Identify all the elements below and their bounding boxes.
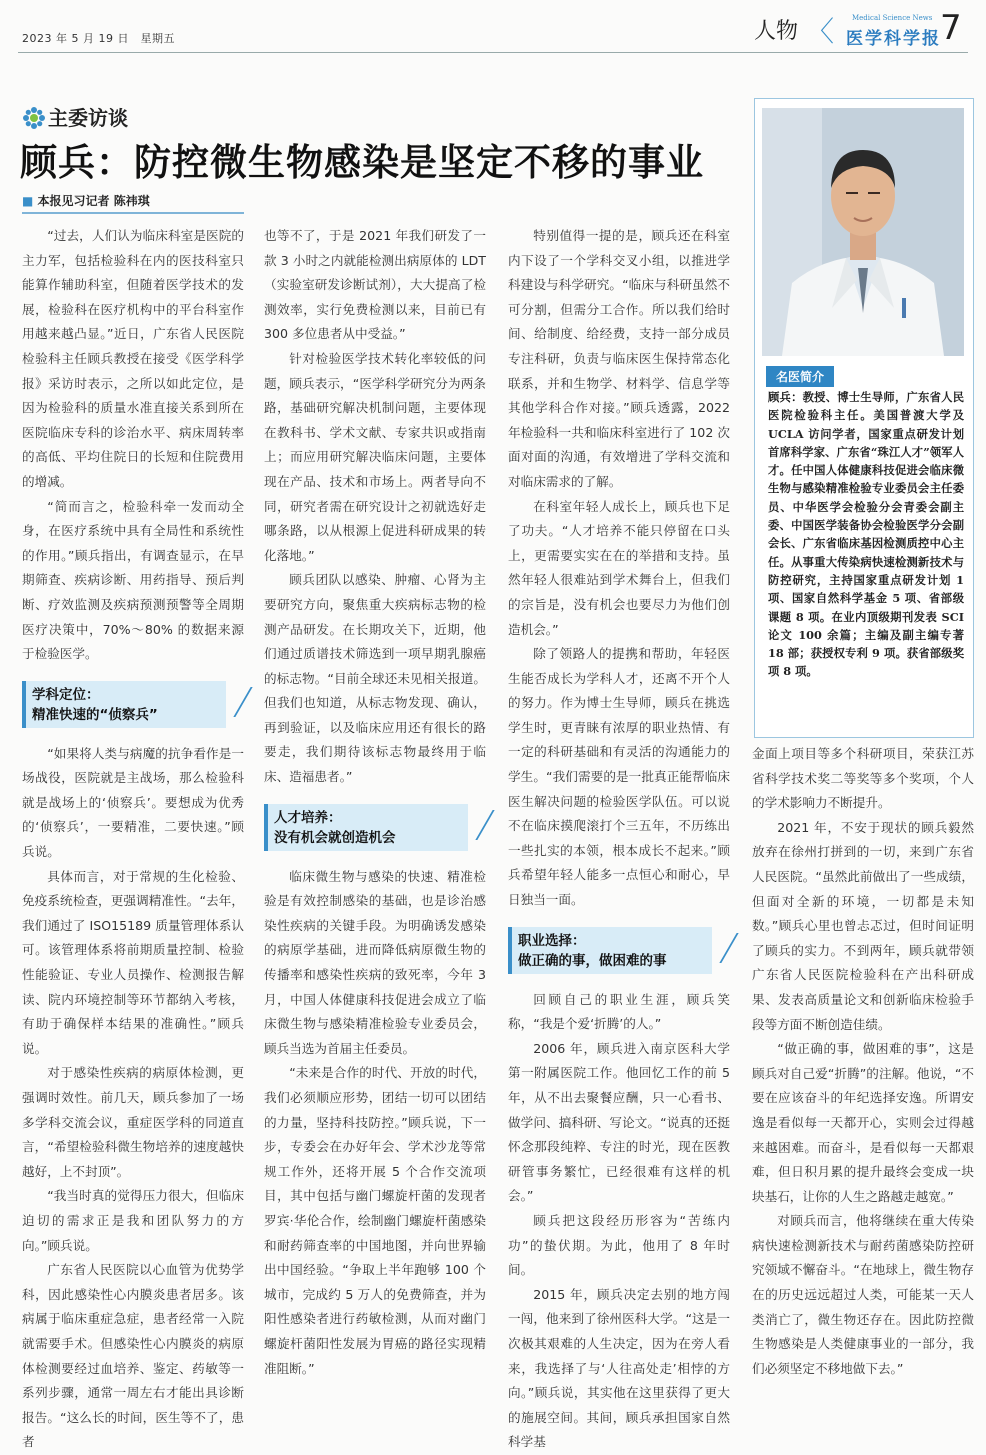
column-tag-label: 主委访谈 bbox=[48, 106, 128, 130]
section-title: 人物 bbox=[754, 19, 799, 44]
chevron-left-icon: 〈 bbox=[806, 15, 835, 48]
paragraph: 顾兵团队以感染、肿瘤、心肾为主要研究方向，聚焦重大疾病标志物的检测产品研发。在长期攻关下，近期，他们通过质谱技术筛选到一项早期乳腺癌的标志物。“目前全球还未见相关报道。但我们也知道，从标志物发现、确认，再到验证，以及临床应用还有很长的路要走，我们期待该标志物最终用于临床、造福患者。” bbox=[264, 572, 486, 785]
header-divider bbox=[18, 52, 968, 53]
bullet-icon: ■ bbox=[22, 194, 34, 208]
paragraph: 除了领路人的提携和帮助，年轻医生能否成长为学科人才，还离不开个人的努力。作为博士生导师，顾兵在挑选学生时，更青睐有浓厚的职业热情、有一定的科研基础和有灵活的沟通能力的学生。“我们需要的是一批真正能帮临床医生解决问题的检验医学队伍。可以说不在临床摸爬滚打个三五年，不历练出一些扎实的本领，根本成长不起来。”顾兵希望年轻人能多一点恒心和耐心，早日独当一面。 bbox=[508, 646, 730, 908]
paragraph: 特别值得一提的是，顾兵还在科室内下设了一个学科交叉小组，以推进学科建设与科学研究。“临床与科研虽然不可分割，但需分工合作。所以我们给时间、给制度、给经费，支持一部分成员专注科研，负责与临床医生保持常态化联系，并和生物学、材料学、信息学等其他学科合作对接。”顾兵透露，2022 年检验科一共和临床科室进行了 102 次面对面的沟通，有效增进了学科交流和对临床需求的了解。 bbox=[508, 228, 730, 489]
article-column-2 bbox=[264, 224, 486, 1381]
paragraph: 对于感染性疾病的病原体检测，更强调时效性。前几天，顾兵参加了一场多学科交流会议，重症医学科的同道直言，“希望检验科微生物培养的速度越快越好，上不封顶”。 bbox=[22, 1065, 244, 1179]
byline bbox=[22, 192, 244, 214]
paragraph: 也等不了，于是 2021 年我们研发了一款 3 小时之内就能检测出病原体的 LDT（实验室研发诊断试剂），大大提高了检测效率，实行免费检测以来，目前已有 300 多位患者从中受益。” bbox=[264, 228, 486, 342]
paragraph: 针对检验医学技术转化率较低的问题，顾兵表示，“医学科学研究分为两条路，基础研究解决机制问题，主要体现在教科书、学术文献、专家共识或指南上；而应用研究解决临床问题，主要体现在产品、技术和市场上。两者导向不同，研究者需在研究设计之初就选好走哪条路，以从根源上促进科研成果的转化落地。” bbox=[264, 350, 486, 563]
paragraph: “做正确的事，做困难的事”，这是顾兵对自己爱“折腾”的注解。他说，“不要在应该奋斗的年纪选择安逸。所谓安逸是看似每一天都开心，实则会过得越来越困难。而奋斗，是看似每一天都艰难，但日积月累的提升最终会变成一块块基石，让你的人生之路越走越宽。” bbox=[752, 1041, 974, 1204]
subheading-line-2: 做正确的事，做困难的事 bbox=[518, 952, 667, 969]
paragraph: “如果将人类与病魔的抗争看作是一场战役，医院就是主战场，那么检验科就是战场上的‘侦察兵’。要想成为优秀的‘侦察兵’，一要精准，二要快速。”顾兵说。 bbox=[22, 745, 244, 860]
paragraph: 2021 年，不安于现状的顾兵毅然放弃在徐州打拼到的一切，来到广东省人民医院。“虽然此前做出了一些成绩，但面对全新的环境，一切都是未知数。”顾兵心里也曾忐忑过，但时间证明了顾兵的实力。不到两年，顾兵就带领广东省人民医院检验科在产出科研成果、发表高质量论文和创新临床检验手段等方面不断创造佳绩。 bbox=[752, 819, 974, 1032]
subheading-discipline bbox=[22, 681, 226, 728]
subheading-line-2: 精准快速的“侦察兵” bbox=[32, 706, 158, 723]
flower-icon bbox=[22, 106, 46, 130]
subheading-line-1: 学科定位： bbox=[32, 686, 100, 703]
subheading-career bbox=[508, 927, 712, 974]
issue-date: 2023 年 5 月 19 日 星期五 bbox=[22, 32, 175, 45]
page-number: 7 bbox=[940, 8, 962, 48]
paragraph: “我当时真的觉得压力很大，但临床迫切的需求正是我和团队努力的方向。”顾兵说。 bbox=[22, 1188, 244, 1253]
paragraph: 金面上项目等多个科研项目，荣获江苏省科学技术奖二等奖等多个奖项，个人的学术影响力不断提升。 bbox=[752, 746, 974, 811]
article-column-4 bbox=[752, 742, 974, 1381]
paragraph: “未来是合作的时代、开放的时代，我们必须顺应形势，团结一切可以团结的力量，坚持科技防控。”顾兵说，下一步，专委会在办好年会、学术沙龙等常规工作外，还将开展 5 个合作交流项目，其中包括与幽门螺旋杆菌的发现者罗宾·华伦合作，绘制幽门螺旋杆菌感染和耐药筛查率的中国地图，并向世界输出中国经验。“争取上半年跑够 100 个城市，完成约 5 万人的免费筛查，并为阳性感染者进行药敏检测，从而对幽门螺旋杆菌阳性发展为胃癌的路径实现精准阻断。” bbox=[264, 1065, 486, 1376]
paragraph: 回顾自己的职业生涯，顾兵笑称，“我是个爱‘折腾’的人。” bbox=[508, 991, 730, 1032]
profile-label: 名医简介 bbox=[766, 366, 834, 387]
portrait-photo bbox=[762, 108, 964, 356]
paragraph: 具体而言，对于常规的生化检验、免疫系统检查，更强调精准性。“去年，我们通过了 ISO15189 质量管理体系认可。该管理体系将前期质量控制、检验性能验证、专业人员操作、检测报告解读、院内环境控制等环节都纳入考核，有助于确保样本结果的准确性。”顾兵说。 bbox=[22, 868, 244, 1056]
paragraph: 2015 年，顾兵决定去别的地方闯一闯，他来到了徐州医科大学。“这是一次极其艰难的人生决定，因为在旁人看来，我选择了与‘人往高处走’相悖的方向。”顾兵说，其实他在这里获得了更大的施展空间。其间，顾兵承担国家自然科学基 bbox=[508, 1286, 730, 1450]
paragraph: “简而言之，检验科牵一发而动全身，在医疗系统中具有全局性和系统性的作用。”顾兵指出，有调查显示，在早期筛查、疾病诊断、用药指导、预后判断、疗效监测及疾病预测预警等全周期医疗决策中，70%～80% 的数据来源于检验医学。 bbox=[22, 498, 244, 662]
profile-text: 教授、博士生导师，广东省人民医院检验科主任。美国普渡大学及 UCLA 访问学者，国家重点研发计划首席科学家、广东省“珠江人才”领军人才。任中国人体健康科技促进会临床微生物与感染精准检验专业委员会主任委员、中华医学会检验分会青委会副主委、中国医学装备协会检验医学分会副会长、广东省临床基因检测质控中心主任。从事重大传染病快速检测新技术与防控研究，主持国家重点研发计划 1 项、国家自然科学基金 5 项、省部级课题 8 项。在业内顶级期刊发表 SCI 论文 100 余篇；主编及副主编专著 18 部；获授权专利 9 项。获省部级奖项 8 项。 bbox=[768, 390, 964, 679]
paragraph: 顾兵把这段经历形容为“苦练内功”的蛰伏期。为此，他用了 8 年时间。 bbox=[508, 1212, 730, 1278]
paragraph: 对顾兵而言，他将继续在重大传染病快速检测新技术与耐药菌感染防控研究领域不懈奋斗。“在地球上，微生物存在的历史远远超过人类，可能某一天人类消亡了，微生物还存在。因此防控微生物感染是人类健康事业的一部分，我们必须坚定不移地做下去。” bbox=[752, 1213, 974, 1376]
profile-bio bbox=[768, 388, 964, 681]
headline: 顾兵：防控微生物感染是坚定不移的事业 bbox=[20, 141, 704, 184]
byline-text: 本报见习记者 陈祎琪 bbox=[37, 194, 150, 208]
paragraph: 2006 年，顾兵进入南京医科大学第一附属医院工作。他回忆工作的前 5 年，从不出去聚餐应酬，只一心看书、做学问、搞科研、写论文。“说真的还挺怀念那段纯粹、专注的时光，现在医教研管事务繁忙，已经很难有这样的机会。” bbox=[508, 1040, 730, 1204]
subheading-line-1: 职业选择： bbox=[518, 932, 586, 949]
column-tag bbox=[22, 102, 128, 131]
article-column-3 bbox=[508, 224, 730, 1455]
subheading-line-1: 人才培养： bbox=[274, 809, 342, 826]
paragraph: “过去，人们认为临床科室是医院的主力军，包括检验科在内的医技科室只能算作辅助科室，但随着医学技术的发展，检验科在医疗机构中的平台科室作用越来越凸显。”近日，广东省人民医院检验科主任顾兵教授在接受《医学科学报》采访时表示，之所以如此定位，是因为检验科的质量水准直接关系到所在医院临床专科的诊治水平、病床周转率的高低、平均住院日的长短和住院费用的增减。 bbox=[22, 228, 244, 489]
paragraph: 在科室年轻人成长上，顾兵也下足了功夫。“人才培养不能只停留在口头上，更需要实实在在的举措和支持。虽然年轻人很难站到学术舞台上，但我们的宗旨是，没有机会也要尽力为他们创造机会。” bbox=[508, 498, 730, 637]
paragraph: 广东省人民医院以心血管为优势学科，因此感染性心内膜炎患者居多。该病属于临床重症急症，患者经常一入院就需要手术。但感染性心内膜炎的病原体检测要经过血培养、鉴定、药敏等一系列步骤，通常一周左右才能出具诊断报告。“这么长的时间，医生等不了，患者 bbox=[22, 1262, 244, 1450]
subheading-talent bbox=[264, 804, 468, 851]
paragraph: 临床微生物与感染的快速、精准检验是有效控制感染的基础，也是诊治感染性疾病的关键手段。为明确诱发感染的病原学基础，进而降低病原微生物的传播率和感染性疾病的致死率，今年 3 月，中国人体健康科技促进会成立了临床微生物与感染精准检验专业委员会，顾兵当选为首届主任委员。 bbox=[264, 868, 486, 1056]
subheading-line-2: 没有机会就创造机会 bbox=[274, 829, 396, 846]
paper-name-english: Medical Science News bbox=[852, 14, 933, 22]
paper-name: 医学科学报 bbox=[846, 29, 941, 49]
profile-name: 顾兵： bbox=[768, 390, 803, 404]
article-column-1 bbox=[22, 224, 244, 1455]
